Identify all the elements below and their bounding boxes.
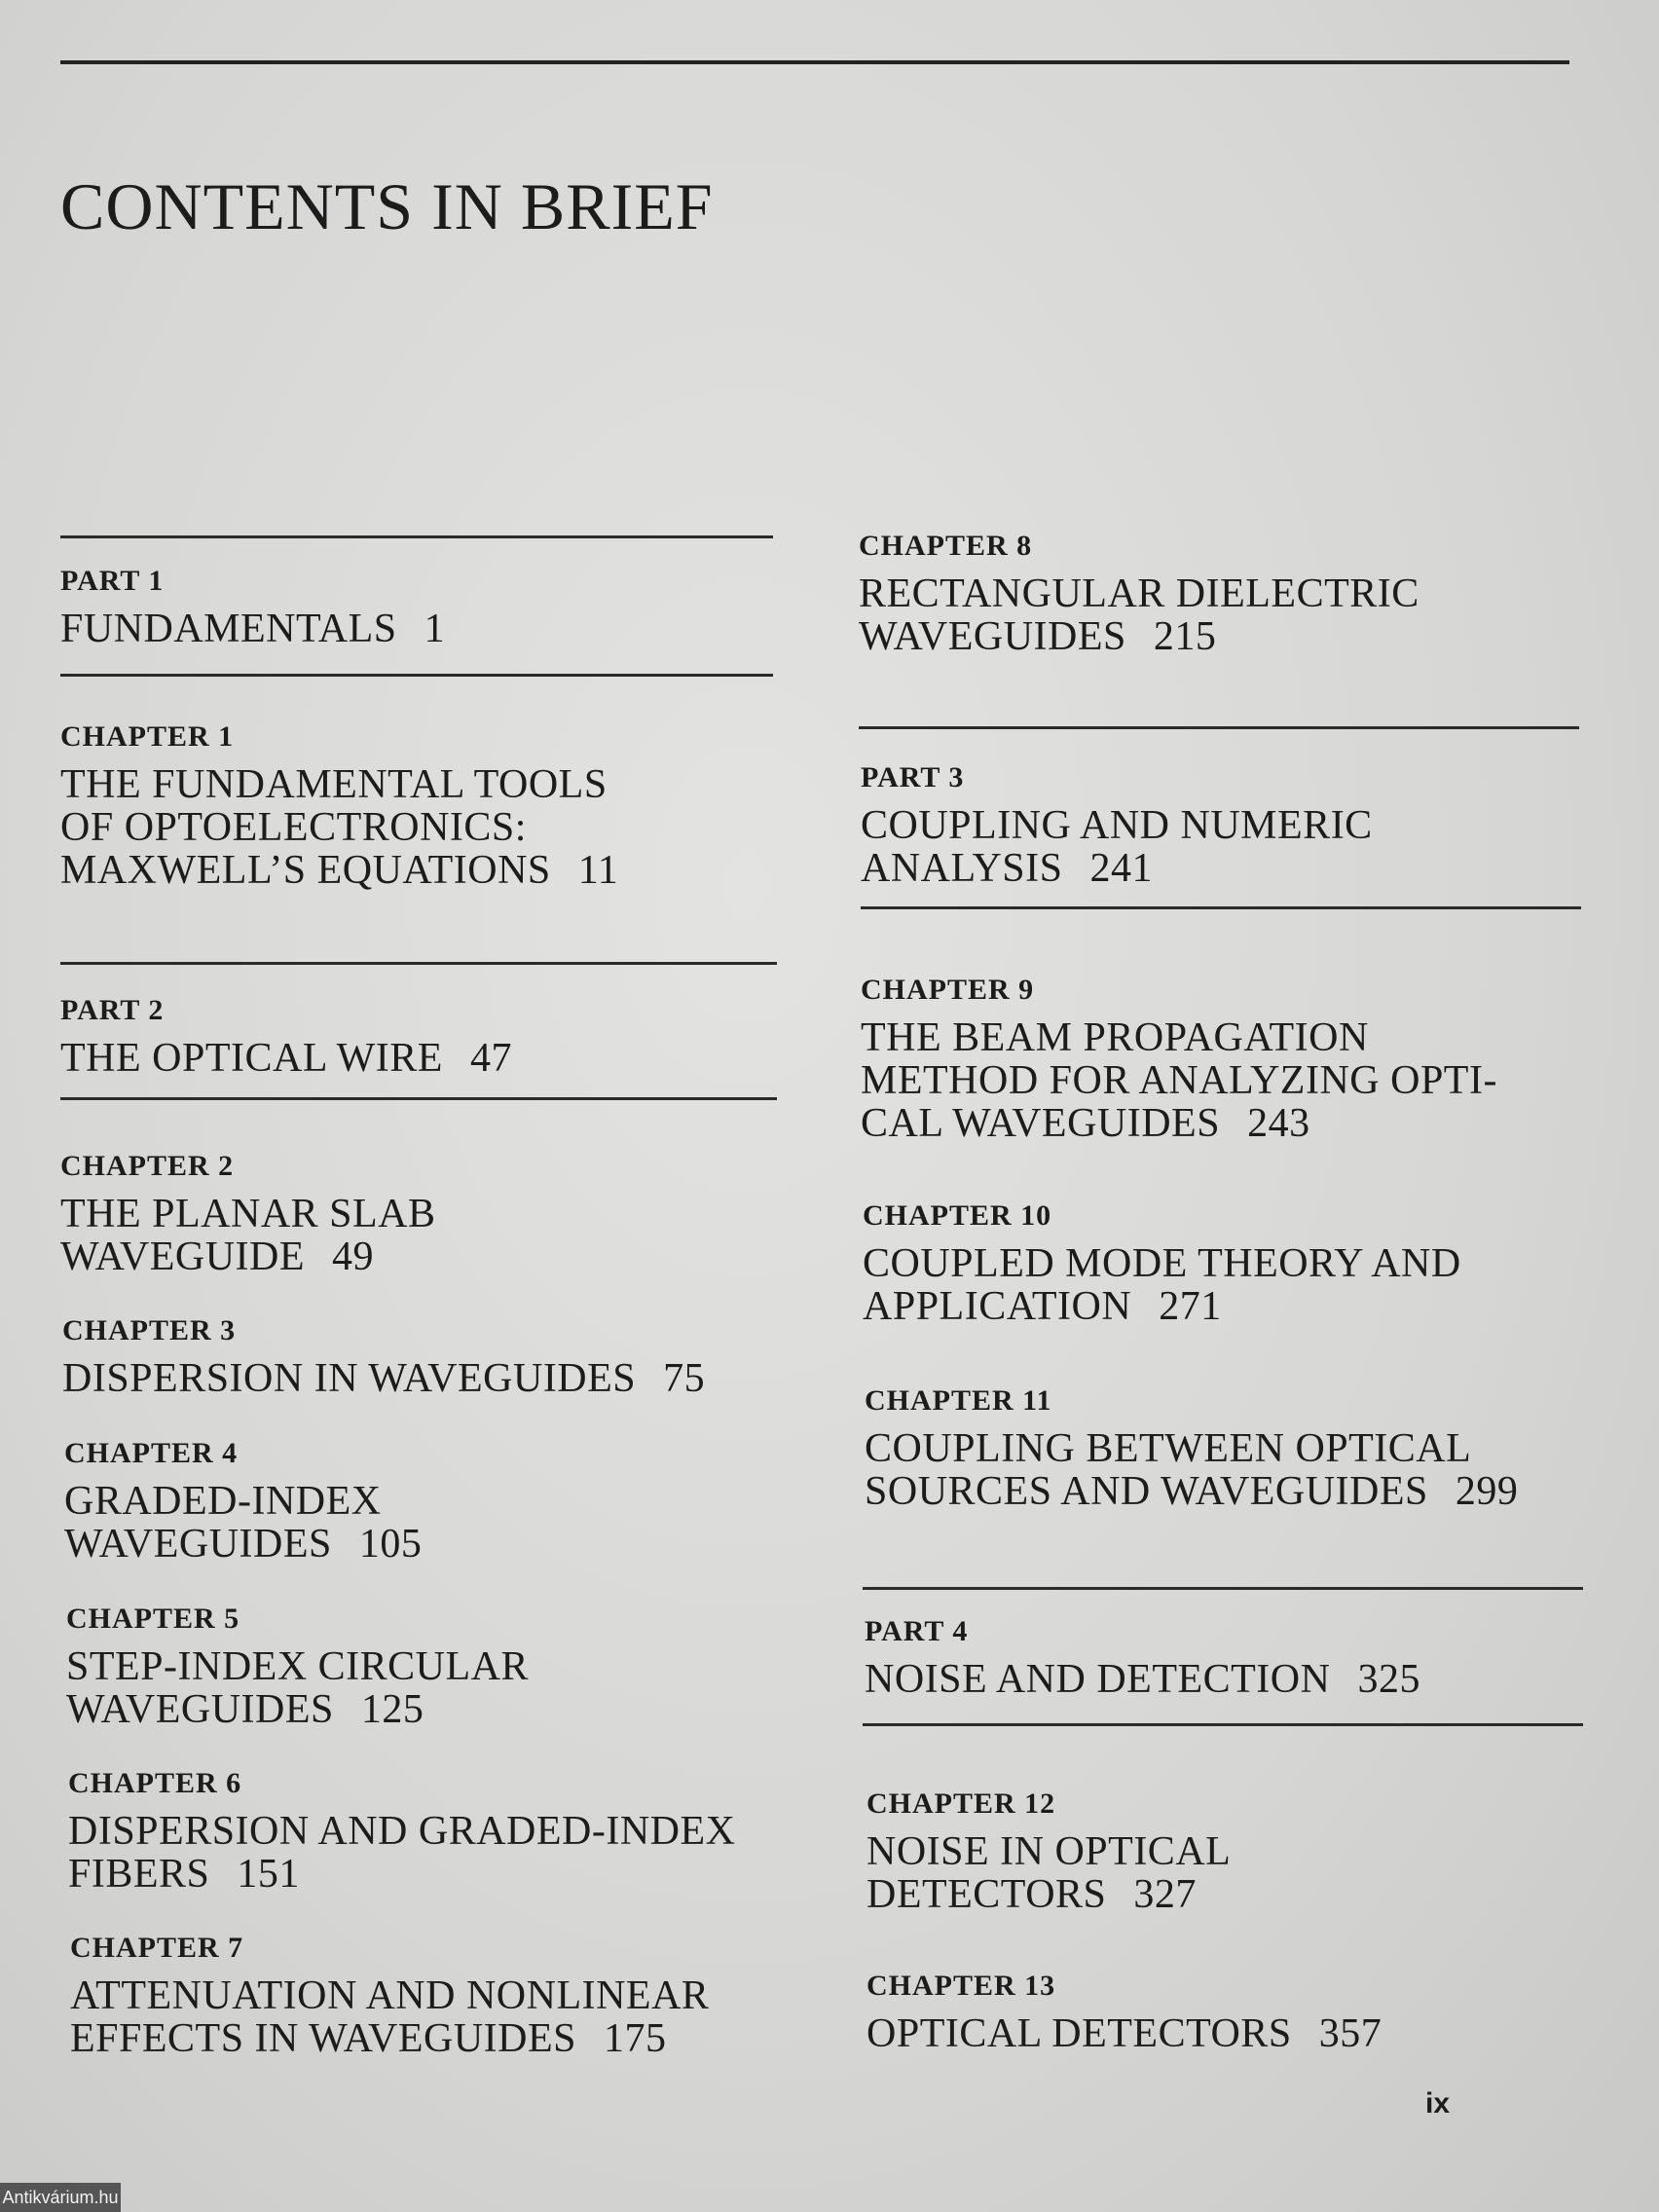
- heading-line: [859, 572, 1419, 615]
- entry-heading: [64, 1480, 422, 1566]
- heading-line: [68, 1853, 736, 1896]
- heading-line: [863, 1285, 1461, 1328]
- entry-label: CHAPTER 2: [60, 1150, 235, 1182]
- heading-line: [70, 1974, 709, 2017]
- toc-entry: [866, 1789, 1231, 1916]
- heading-line: [62, 1357, 705, 1400]
- heading-text: STEP-INDEX CIRCULAR: [66, 1644, 530, 1689]
- toc-entry: [865, 1617, 1420, 1701]
- entry-label: PART 1: [60, 565, 165, 597]
- page-ref: 49: [332, 1235, 375, 1279]
- heading-text: THE FUNDAMENTAL TOOLS: [60, 762, 608, 807]
- entry-heading: [60, 608, 445, 650]
- top-rule: [60, 60, 1569, 64]
- heading-text: OF OPTOELECTRONICS:: [60, 805, 527, 850]
- heading-text: WAVEGUIDES: [66, 1687, 334, 1732]
- entry-heading: [866, 1830, 1231, 1916]
- heading-line: [861, 804, 1373, 847]
- heading-text: DISPERSION AND GRADED-INDEX: [68, 1809, 736, 1854]
- heading-line: [60, 1235, 436, 1278]
- entry-heading: [863, 1242, 1461, 1328]
- toc-entry: [859, 532, 1419, 658]
- page-ref: 11: [577, 848, 619, 893]
- page-ref: 271: [1159, 1284, 1222, 1329]
- heading-text: NOISE IN OPTICAL: [866, 1829, 1232, 1874]
- entry-heading: [70, 1974, 709, 2060]
- heading-text: DISPERSION IN WAVEGUIDES: [62, 1356, 637, 1401]
- heading-text: COUPLED MODE THEORY AND: [863, 1241, 1461, 1286]
- heading-text: RECTANGULAR DIELECTRIC: [859, 571, 1419, 616]
- rule: [863, 1587, 1583, 1590]
- entry-heading: [859, 572, 1419, 658]
- entry-label: CHAPTER 13: [866, 1970, 1056, 2002]
- heading-text: OPTICAL DETECTORS: [866, 2011, 1292, 2056]
- heading-text: DETECTORS: [866, 1872, 1107, 1917]
- entry-label: CHAPTER 6: [68, 1767, 242, 1799]
- heading-text: THE OPTICAL WIRE: [60, 1036, 443, 1081]
- heading-text: MAXWELL’S EQUATIONS: [60, 848, 551, 893]
- heading-line: [861, 1102, 1497, 1145]
- heading-line: [866, 2012, 1382, 2055]
- toc-entry: [865, 1386, 1518, 1513]
- toc-entry: [66, 1604, 529, 1731]
- page-ref: 175: [604, 2016, 667, 2061]
- heading-line: [859, 615, 1419, 658]
- entry-label: CHAPTER 5: [66, 1603, 240, 1635]
- rule: [861, 906, 1581, 909]
- entry-label: CHAPTER 7: [70, 1932, 244, 1964]
- heading-line: [60, 849, 618, 892]
- page-ref: 105: [358, 1522, 423, 1567]
- heading-line: [60, 608, 445, 650]
- heading-text: APPLICATION: [863, 1284, 1132, 1329]
- heading-text: FUNDAMENTALS: [60, 607, 397, 651]
- heading-line: [861, 847, 1373, 890]
- heading-line: [866, 1873, 1231, 1916]
- rule: [60, 535, 773, 538]
- toc-entry: [60, 996, 512, 1080]
- entry-label: CHAPTER 4: [64, 1437, 239, 1469]
- entry-label: CHAPTER 3: [62, 1314, 237, 1346]
- entry-label: CHAPTER 12: [866, 1788, 1056, 1820]
- heading-text: WAVEGUIDES: [859, 614, 1126, 659]
- heading-text: CAL WAVEGUIDES: [861, 1101, 1221, 1146]
- rule: [60, 674, 773, 677]
- heading-line: [64, 1480, 422, 1523]
- toc-entry: [866, 1972, 1382, 2055]
- heading-line: [865, 1658, 1420, 1701]
- heading-line: [60, 1037, 512, 1080]
- heading-text: THE PLANAR SLAB: [60, 1192, 436, 1236]
- heading-text: COUPLING AND NUMERIC: [861, 803, 1373, 848]
- heading-text: COUPLING BETWEEN OPTICAL: [865, 1426, 1472, 1471]
- heading-text: GRADED-INDEX: [64, 1479, 382, 1524]
- entry-label: PART 4: [865, 1615, 969, 1647]
- toc-entry: [861, 976, 1497, 1145]
- toc-entry: [861, 763, 1373, 890]
- rule: [60, 1097, 777, 1100]
- heading-text: ANALYSIS: [861, 846, 1063, 891]
- page-title: CONTENTS IN BRIEF: [60, 169, 714, 243]
- entry-label: CHAPTER 8: [859, 530, 1033, 562]
- page-ref: 325: [1357, 1657, 1420, 1702]
- entry-heading: [60, 1037, 512, 1080]
- toc-entry: [60, 567, 445, 650]
- page-ref: 215: [1153, 614, 1217, 659]
- entry-heading: [60, 1193, 436, 1278]
- heading-text: WAVEGUIDES: [64, 1522, 332, 1567]
- heading-line: [68, 1810, 736, 1853]
- entry-label: PART 3: [861, 761, 965, 793]
- entry-heading: [66, 1645, 529, 1731]
- heading-text: WAVEGUIDE: [60, 1235, 306, 1279]
- entry-heading: [68, 1810, 736, 1896]
- toc-entry: [62, 1316, 705, 1400]
- rule: [863, 1723, 1583, 1726]
- heading-text: METHOD FOR ANALYZING OPTI-: [861, 1058, 1497, 1103]
- page-ref: 47: [469, 1036, 512, 1081]
- entry-heading: [865, 1658, 1420, 1701]
- heading-line: [60, 763, 618, 806]
- entry-heading: [861, 1016, 1497, 1145]
- heading-line: [66, 1688, 529, 1731]
- toc-entry: [60, 1152, 436, 1278]
- page-ref: 243: [1247, 1101, 1310, 1146]
- heading-line: [866, 1830, 1231, 1873]
- heading-line: [60, 1193, 436, 1235]
- watermark: Antikvárium.hu: [0, 2183, 121, 2212]
- heading-line: [861, 1059, 1497, 1102]
- entry-heading: [62, 1357, 705, 1400]
- toc-entry: [60, 722, 618, 892]
- page-ref: 151: [237, 1852, 300, 1897]
- page-number: ix: [1425, 2087, 1451, 2120]
- entry-label: PART 2: [60, 994, 165, 1026]
- rule: [859, 726, 1579, 729]
- toc-entry: [70, 1934, 709, 2060]
- page-ref: 327: [1133, 1872, 1197, 1917]
- toc-entry: [68, 1769, 736, 1896]
- entry-heading: [60, 763, 618, 892]
- page-ref: 299: [1455, 1469, 1519, 1514]
- entry-label: CHAPTER 10: [863, 1199, 1052, 1232]
- page-ref: 1: [424, 607, 446, 651]
- entry-label: CHAPTER 11: [865, 1384, 1052, 1417]
- heading-line: [66, 1645, 529, 1688]
- toc-entry: [64, 1439, 422, 1566]
- entry-label: CHAPTER 9: [861, 974, 1035, 1006]
- page-ref: 357: [1318, 2011, 1382, 2056]
- toc-entry: [863, 1201, 1461, 1328]
- heading-text: SOURCES AND WAVEGUIDES: [865, 1469, 1428, 1514]
- heading-line: [865, 1470, 1518, 1513]
- entry-heading: [866, 2012, 1382, 2055]
- heading-text: ATTENUATION AND NONLINEAR: [70, 1973, 710, 2018]
- rule: [60, 962, 777, 965]
- heading-text: FIBERS: [68, 1852, 210, 1897]
- heading-line: [863, 1242, 1461, 1285]
- entry-heading: [865, 1427, 1518, 1513]
- heading-text: NOISE AND DETECTION: [865, 1657, 1331, 1702]
- entry-heading: [861, 804, 1373, 890]
- heading-line: [861, 1016, 1497, 1059]
- heading-line: [64, 1523, 422, 1566]
- heading-text: THE BEAM PROPAGATION: [861, 1015, 1369, 1060]
- page-ref: 125: [360, 1687, 424, 1732]
- heading-line: [60, 806, 618, 849]
- heading-text: EFFECTS IN WAVEGUIDES: [70, 2016, 576, 2061]
- heading-line: [865, 1427, 1518, 1470]
- page-ref: 75: [663, 1356, 706, 1401]
- heading-line: [70, 2017, 709, 2060]
- page-ref: 241: [1089, 846, 1153, 891]
- entry-label: CHAPTER 1: [60, 720, 235, 753]
